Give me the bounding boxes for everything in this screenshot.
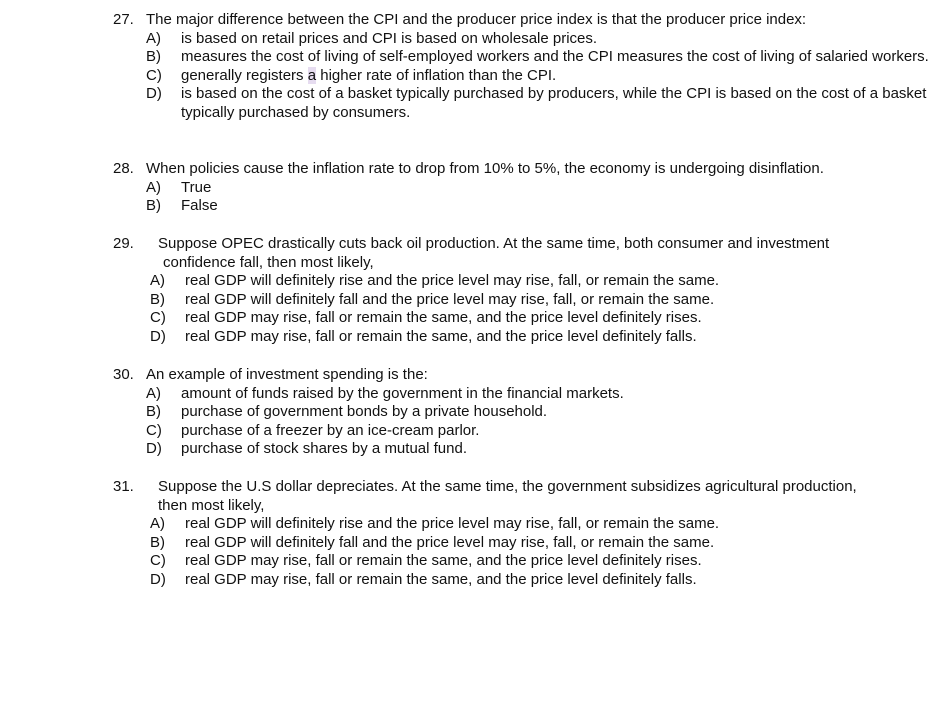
- question-text: An example of investment spending is the:: [146, 366, 428, 383]
- question-number: 30.: [113, 366, 134, 383]
- option-text: real GDP will definitely fall and the price level may rise, fall, or remain the same.: [185, 533, 715, 551]
- option-letter: D): [146, 85, 162, 103]
- option-text: real GDP will definitely rise and the price level may rise, fall, or remain the same.: [185, 515, 720, 533]
- option-text: real GDP may rise, fall or remain the same, and the price level definitely rises.: [185, 552, 702, 570]
- option-letter: B): [146, 197, 161, 215]
- answer-option-a: [113, 30, 932, 49]
- option-text: is based on the cost of a basket typically purchased by producers, while the CPI is based on the cost of a basket typically purchased by consumers.: [181, 85, 927, 121]
- option-letter: A): [146, 29, 161, 47]
- question-text: [158, 478, 932, 515]
- question-28: [113, 160, 932, 216]
- answer-option-c: [113, 67, 932, 86]
- option-text-after: higher rate of inflation than the CPI.: [316, 66, 557, 84]
- question-stem: [113, 478, 932, 515]
- question-text: When policies cause the inflation rate to drop from 10% to 5%, the economy is undergoing disinflation.: [146, 160, 824, 177]
- answer-option-b: [113, 291, 932, 310]
- answer-option-b: [113, 534, 932, 553]
- answer-option-d: [113, 571, 932, 590]
- option-text: purchase of a freezer by an ice-cream parlor.: [181, 421, 480, 439]
- option-text: False: [181, 197, 218, 215]
- option-letter: A): [150, 515, 165, 533]
- answer-option-b: [113, 403, 932, 422]
- answer-option-c: [113, 552, 932, 571]
- question-number: 29.: [113, 235, 134, 252]
- option-letter: C): [146, 421, 162, 439]
- option-text: True: [181, 178, 212, 196]
- question-number: 28.: [113, 160, 134, 177]
- question-text-line-2: confidence fall, then most likely,: [163, 253, 374, 271]
- option-text: is based on retail prices and CPI is based on wholesale prices.: [181, 29, 598, 47]
- option-text: real GDP will definitely fall and the price level may rise, fall, or remain the same.: [185, 290, 715, 308]
- question-stem: [113, 366, 932, 385]
- text-selection-highlight: a: [307, 66, 317, 84]
- option-text: real GDP may rise, fall or remain the same, and the price level definitely falls.: [185, 570, 697, 588]
- option-text: amount of funds raised by the government in the financial markets.: [181, 384, 624, 402]
- option-letter: D): [150, 327, 166, 345]
- option-letter: C): [150, 552, 166, 570]
- option-letter: A): [146, 178, 161, 196]
- option-text: [181, 67, 932, 86]
- option-text: purchase of stock shares by a mutual fund.: [181, 440, 467, 458]
- question-text-line-1: Suppose OPEC drastically cuts back oil production. At the same time, both consumer and investment: [158, 235, 830, 252]
- question-text: [158, 235, 932, 272]
- question-number: 27.: [113, 11, 134, 28]
- answer-option-c: [113, 422, 932, 441]
- answer-option-d: [113, 85, 932, 122]
- option-letter: B): [146, 48, 161, 66]
- option-letter: D): [150, 570, 166, 588]
- answer-option-a: [113, 515, 932, 534]
- answer-option-a: [113, 179, 932, 198]
- option-text: measures the cost of living of self-employed workers and the CPI measures the cost of living of salaried workers.: [181, 48, 929, 66]
- question-stem: [113, 235, 932, 272]
- answer-option-b: [113, 48, 932, 67]
- question-stem: [113, 11, 932, 30]
- option-letter: A): [150, 272, 165, 290]
- question-29: [113, 235, 932, 347]
- question-stem: [113, 160, 932, 179]
- option-letter: C): [150, 309, 166, 327]
- option-letter: A): [146, 384, 161, 402]
- option-text: real GDP will definitely rise and the price level may rise, fall, or remain the same.: [185, 272, 720, 290]
- question-31: [113, 478, 932, 590]
- option-letter: B): [150, 290, 165, 308]
- answer-option-c: [113, 309, 932, 328]
- answer-option-a: [113, 385, 932, 404]
- answer-option-d: [113, 440, 932, 459]
- answer-option-d: [113, 328, 932, 347]
- question-number: 31.: [113, 478, 134, 495]
- option-letter: D): [146, 440, 162, 458]
- question-text-line-1: Suppose the U.S dollar depreciates. At the same time, the government subsidizes agricultural production,: [158, 478, 857, 495]
- option-text: real GDP may rise, fall or remain the same, and the price level definitely falls.: [185, 327, 697, 345]
- question-27: [113, 11, 932, 123]
- question-30: [113, 366, 932, 459]
- answer-option-b: [113, 197, 932, 216]
- question-text-line-2: then most likely,: [158, 496, 265, 514]
- option-letter: B): [150, 533, 165, 551]
- option-letter: B): [146, 403, 161, 421]
- option-text-before: generally registers: [181, 66, 308, 84]
- option-letter: C): [146, 66, 162, 84]
- option-text: purchase of government bonds by a private household.: [181, 403, 548, 421]
- question-text: The major difference between the CPI and the producer price index is that the producer price index:: [146, 11, 807, 28]
- option-text: real GDP may rise, fall or remain the same, and the price level definitely rises.: [185, 309, 702, 327]
- answer-option-a: [113, 272, 932, 291]
